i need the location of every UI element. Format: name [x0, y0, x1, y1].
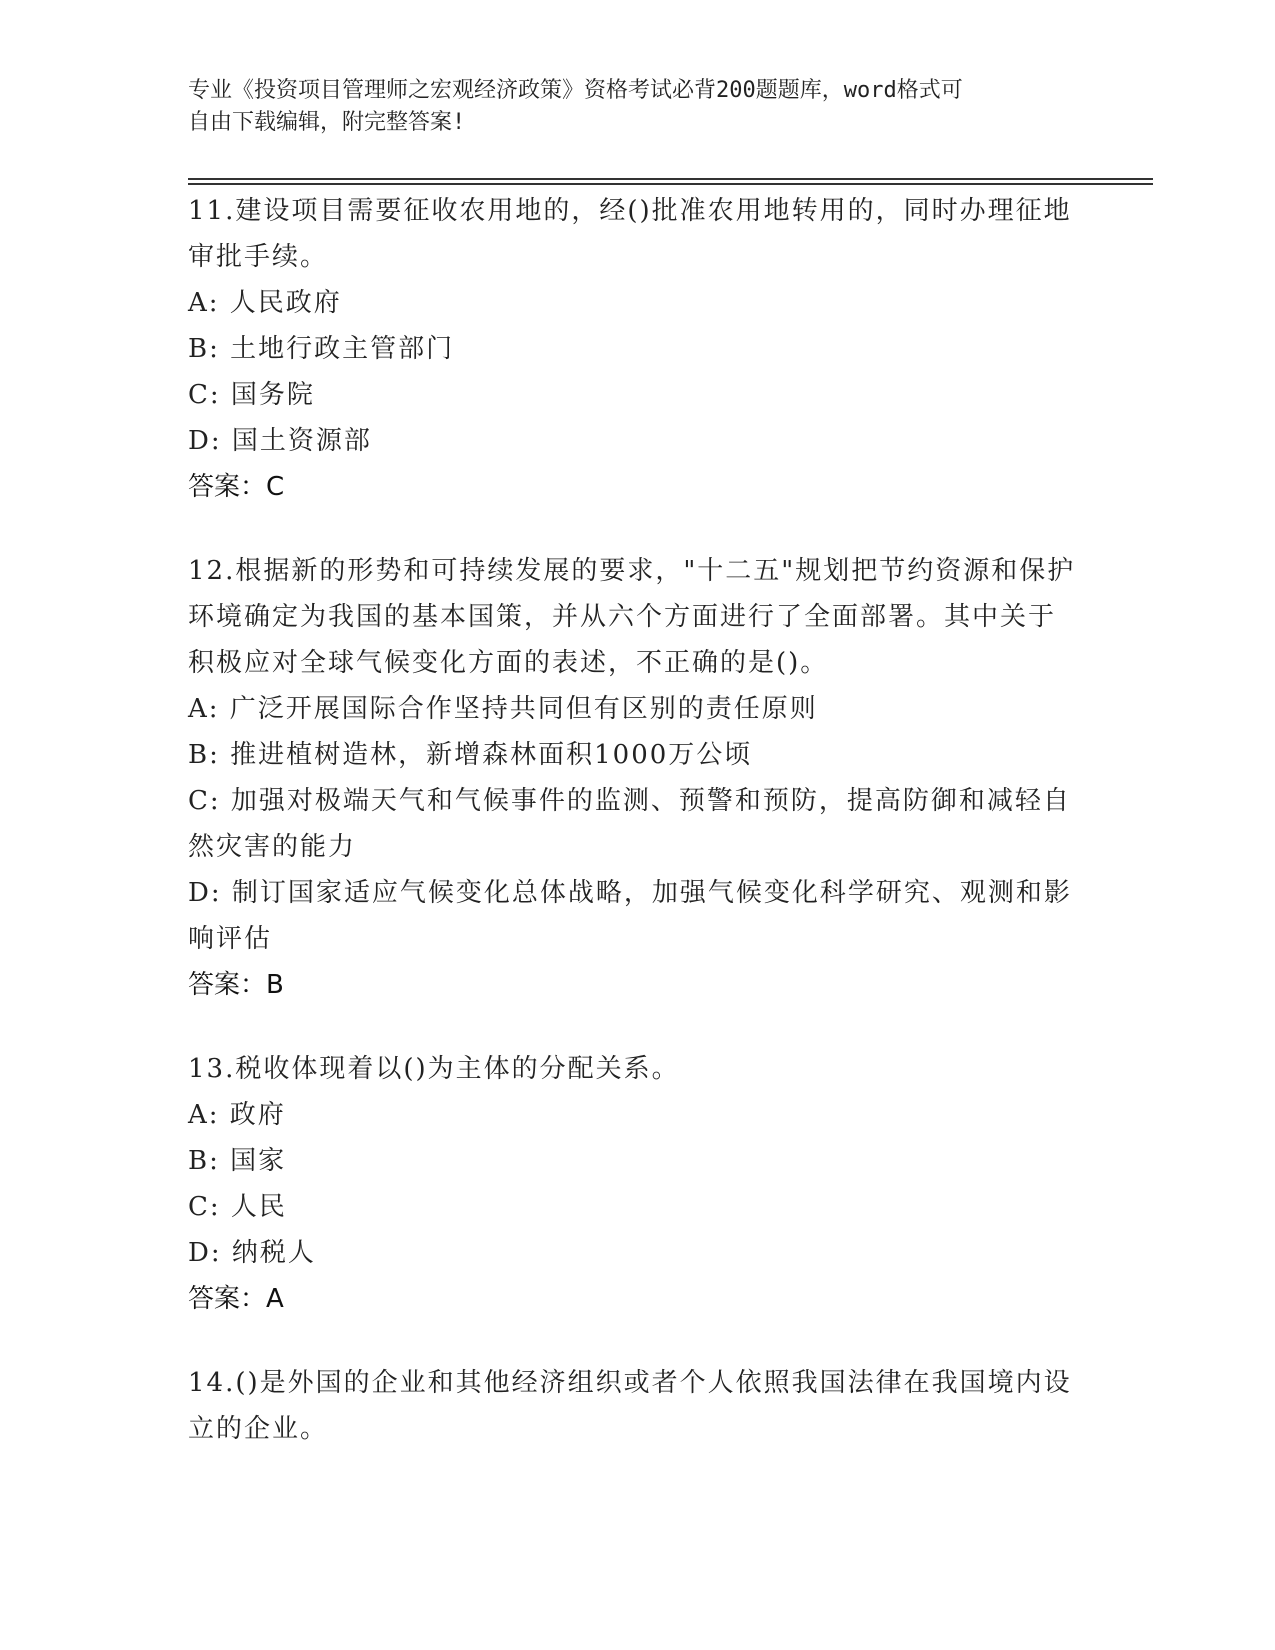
option-d: D: 纳税人: [188, 1238, 316, 1268]
answer-label: 答案：A: [188, 1284, 284, 1314]
option-a: A: 广泛开展国际合作坚持共同但有区别的责任原则: [188, 694, 818, 724]
option-c: C: 加强对极端天气和气候事件的监测、预警和预防，提高防御和减轻自然灾害的能力: [188, 786, 1071, 862]
option-b: B: 国家: [188, 1146, 287, 1176]
header-divider-top: [188, 178, 1153, 180]
option-d: D: 制订国家适应气候变化总体战略，加强气候变化科学研究、观测和影响评估: [188, 878, 1072, 954]
question-14: [188, 1360, 1078, 1452]
answer-label: 答案：B: [188, 970, 284, 1000]
option-list: [188, 686, 1078, 962]
option-a: A: 人民政府: [188, 288, 342, 318]
header-line-1: 专业《投资项目管理师之宏观经济政策》资格考试必背200题题库，word格式可: [188, 78, 963, 103]
question-11: [188, 188, 1078, 510]
question-text: 12.根据新的形势和可持续发展的要求，"十二五"规划把节约资源和保护环境确定为我国的基本国策，并从六个方面进行了全面部署。其中关于积极应对全球气候变化方面的表述，不正确的是()。: [188, 556, 1076, 678]
answer-label: 答案：C: [188, 472, 285, 502]
header-divider-bottom: [188, 183, 1153, 185]
question-12: [188, 548, 1078, 1008]
option-b: B: 土地行政主管部门: [188, 334, 455, 364]
option-c: C: 国务院: [188, 380, 315, 410]
question-text: 13.税收体现着以()为主体的分配关系。: [188, 1054, 680, 1084]
option-list: [188, 1092, 1078, 1276]
option-d: D: 国土资源部: [188, 426, 372, 456]
question-13: [188, 1046, 1078, 1322]
question-text: 11.建设项目需要征收农用地的，经()批准农用地转用的，同时办理征地审批手续。: [188, 196, 1072, 272]
option-b: B: 推进植树造林，新增森林面积1000万公顷: [188, 740, 753, 770]
question-list: [188, 188, 1078, 1490]
document-header: [188, 75, 1068, 139]
header-line-2: 自由下载编辑，附完整答案!: [188, 110, 466, 135]
question-text: 14.()是外国的企业和其他经济组织或者个人依照我国法律在我国境内设立的企业。: [188, 1368, 1072, 1444]
option-a: A: 政府: [188, 1100, 286, 1130]
option-c: C: 人民: [188, 1192, 287, 1222]
option-list: [188, 280, 1078, 464]
